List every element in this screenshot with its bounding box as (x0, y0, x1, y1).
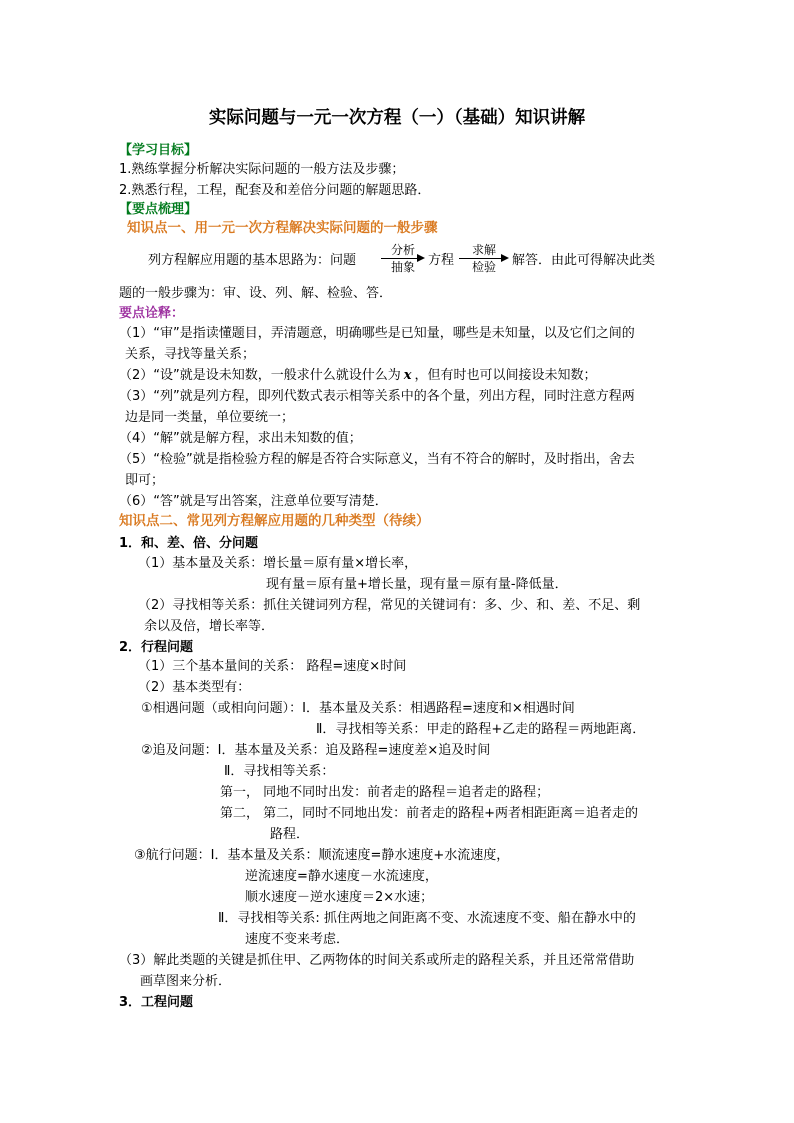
review-heading: 【要点梳理】 (119, 202, 198, 217)
arrow-label-top: 求解 (471, 243, 496, 257)
goal-line: 2.熟悉行程，工程，配套及和差倍分问题的解题思路． (119, 183, 431, 198)
section1-line: （2）寻找相等关系：抓住关键词列方程，常见的关键词有：多、少、和、差、不足、剩 (138, 598, 641, 613)
section2-line: Ⅱ．寻找相等关系：甲走的路程+乙走的路程＝两地距离． (316, 722, 646, 737)
document-title: 实际问题与一元一次方程（一）（基础）知识讲解 (208, 108, 586, 128)
goal-line: 1.熟练掌握分析解决实际问题的一般方法及步骤； (119, 162, 405, 177)
note-line: （3）“列”就是列方程，即列代数式表示相等关系中的各个量，列出方程，同时注意方程两 (119, 389, 635, 404)
section2-line: Ⅱ．寻找相等关系: 抓住两地之间距离不变、水流速度不变、船在静水中的 (218, 911, 636, 926)
section2-line: （1）三个基本量间的关系： 路程=速度×时间 (138, 659, 407, 674)
note-line: （1）“审”是指读懂题目，弄清题意，明确哪些是已知量，哪些是未知量，以及它们之间的 (119, 326, 635, 341)
flow-line2: 题的一般步骤为：审、设、列、解、检验、答． (119, 286, 393, 301)
kp2-heading: 知识点二、常见列方程解应用题的几种类型（待续） (119, 513, 430, 529)
flow-prefix: 列方程解应用题的基本思路为：问题 (148, 253, 357, 268)
solve-check-arrow (459, 243, 509, 275)
section2-line: 画草图来分析． (140, 974, 232, 989)
note-line: （5）“检验”就是指检验方程的解是否符合实际意义，当有不符合的解时，及时指出，舍去 (119, 452, 635, 467)
variable-x: x (403, 368, 412, 383)
section3-heading: 3．工程问题 (119, 995, 194, 1010)
section2-heading: 2．行程问题 (119, 640, 194, 655)
section2-line: 顺水速度－逆水速度＝2×水速； (245, 890, 434, 905)
arrow-label-bottom: 检验 (471, 260, 496, 274)
kp1-heading: 知识点一、用一元一次方程解决实际问题的一般步骤 (127, 220, 438, 236)
note-text: ，但有时也可以间接设未知数； (414, 368, 597, 383)
note-line: 边是同一类量，单位要统一； (125, 410, 295, 425)
note-line: （4）“解”就是解方程，求出未知数的值； (119, 431, 362, 446)
arrow-label-top: 分析 (390, 243, 415, 257)
section1-line: 余以及倍，增长率等． (144, 619, 275, 634)
note-text: （2）“设”就是设未知数，一般求什么就设什么为 (119, 368, 401, 383)
notes-heading: 要点诠释： (119, 306, 185, 321)
flow-mid: 方程 (428, 253, 455, 268)
section2-line: ①相遇问题（或相向问题）：Ⅰ．基本量及关系：相遇路程=速度和×相遇时间 (141, 701, 575, 716)
section2-line: 第二， 第二，同时不同地出发：前者走的路程+两者相距距离＝追者走的 (220, 806, 639, 821)
note-line: 即可； (125, 473, 165, 488)
section2-line: 路程． (270, 827, 310, 842)
arrow-label-bottom: 抽象 (390, 260, 415, 274)
section1-heading: 1．和、差、倍、分问题 (119, 536, 259, 551)
section2-line: 速度不变来考虑． (245, 932, 350, 947)
note-line: （6）“答”就是写出答案，注意单位要写清楚． (119, 494, 388, 509)
section1-line: （1）基本量及关系：增长量＝原有量×增长率， (138, 556, 418, 571)
note-line: 关系，寻找等量关系； (125, 347, 256, 362)
goals-heading: 【学习目标】 (119, 143, 198, 158)
section2-line: Ⅱ．寻找相等关系： (224, 764, 335, 779)
note-line (119, 366, 597, 385)
section2-line: ③航行问题：Ⅰ．基本量及关系：顺流速度=静水速度+水流速度， (134, 848, 510, 863)
flow-suffix: 解答．由此可得解决此类 (512, 253, 656, 268)
section2-line: （3）解此类题的关键是抓住甲、乙两物体的时间关系或所走的路程关系，并且还常常借助 (119, 953, 635, 968)
section2-line: 逆流速度=静水速度－水流速度， (245, 869, 438, 884)
section2-line: 第一， 同地不同时出发：前者走的路程＝追者走的路程； (220, 785, 550, 800)
section2-line: ②追及问题：Ⅰ．基本量及关系：追及路程=速度差×追及时间 (141, 743, 491, 758)
section2-line: （2）基本类型有： (138, 680, 251, 695)
section1-line: 现有量＝原有量+增长量，现有量＝原有量-降低量． (266, 577, 568, 592)
analyze-abstract-arrow (381, 243, 425, 275)
